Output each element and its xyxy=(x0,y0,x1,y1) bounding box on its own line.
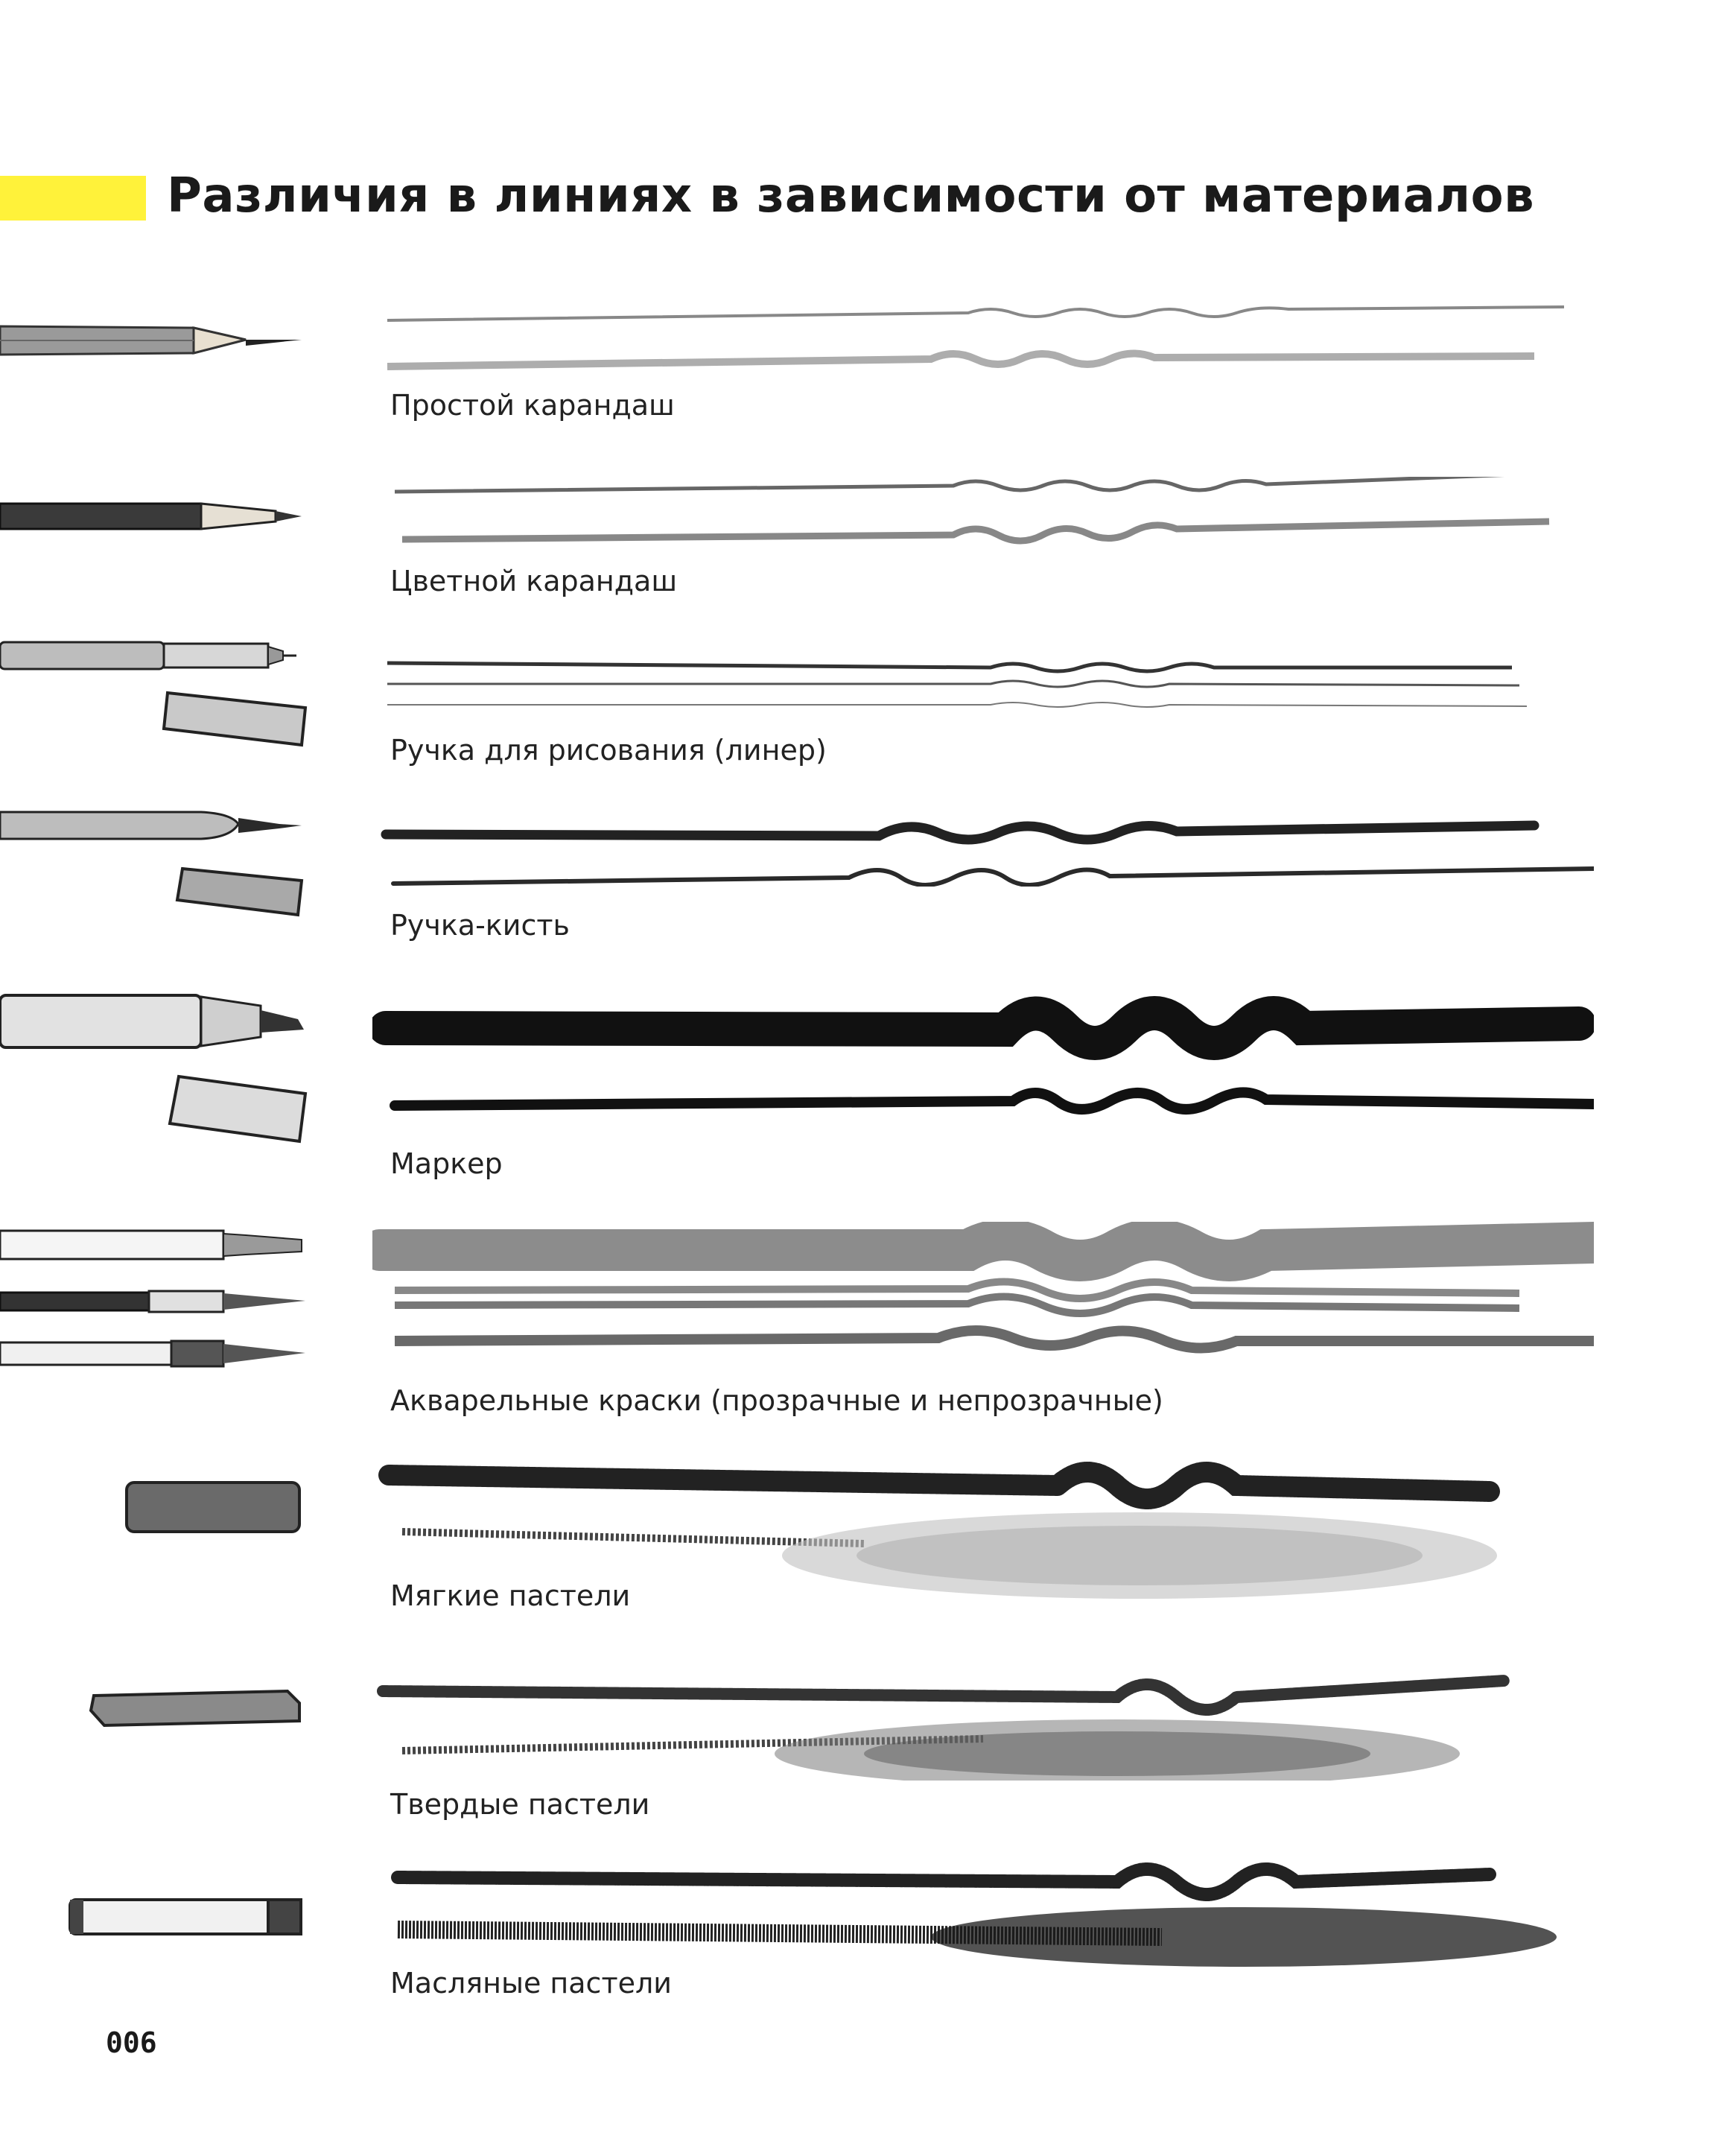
marker-strokes xyxy=(372,983,1594,1117)
material-label: Мягкие пастели xyxy=(390,1579,631,1612)
oil-pastel-icon xyxy=(0,1848,313,1952)
material-label: Простой карандаш xyxy=(390,389,675,422)
page-number: 006 xyxy=(106,2026,157,2059)
hard-pastel-strokes xyxy=(372,1669,1594,1781)
watercolor-strokes xyxy=(372,1222,1594,1371)
colored-pencil-icon xyxy=(0,477,313,536)
watercolor-brushes-icon xyxy=(0,1222,313,1393)
material-label: Акварельные краски (прозрачные и непрозрачные) xyxy=(390,1384,1163,1417)
material-label: Цветной карандаш xyxy=(390,565,678,597)
brush-pen-icon xyxy=(0,805,313,924)
material-row-colored-pencil xyxy=(0,477,1716,611)
material-label: Твердые пастели xyxy=(390,1788,650,1821)
pencil-icon xyxy=(0,305,313,372)
soft-pastel-icon xyxy=(0,1453,313,1535)
material-row-watercolor xyxy=(0,1222,1716,1430)
brush-pen-strokes xyxy=(372,805,1594,887)
accent-bar xyxy=(0,176,146,221)
pencil-strokes xyxy=(372,305,1594,380)
colored-pencil-strokes xyxy=(372,477,1594,559)
liner-pen-icon xyxy=(0,633,313,760)
material-label: Ручка-кисть xyxy=(390,909,570,942)
material-row-brush-pen xyxy=(0,805,1716,954)
material-label: Ручка для рисования (линер) xyxy=(390,734,827,767)
material-label: Маркер xyxy=(390,1147,503,1180)
oil-pastel-strokes xyxy=(372,1848,1594,1974)
material-label: Масляные пастели xyxy=(390,1967,672,2000)
marker-icon xyxy=(0,983,313,1147)
material-row-marker xyxy=(0,983,1716,1185)
hard-pastel-icon xyxy=(0,1669,313,1743)
material-row-liner xyxy=(0,633,1716,782)
liner-strokes xyxy=(372,633,1594,715)
material-row-hard-pastel xyxy=(0,1669,1716,1833)
material-row-oil-pastel xyxy=(0,1848,1716,2011)
page-title: Различия в линиях в зависимости от материалов xyxy=(167,168,1535,223)
material-row-soft-pastel xyxy=(0,1453,1716,1632)
material-row-pencil xyxy=(0,305,1716,432)
